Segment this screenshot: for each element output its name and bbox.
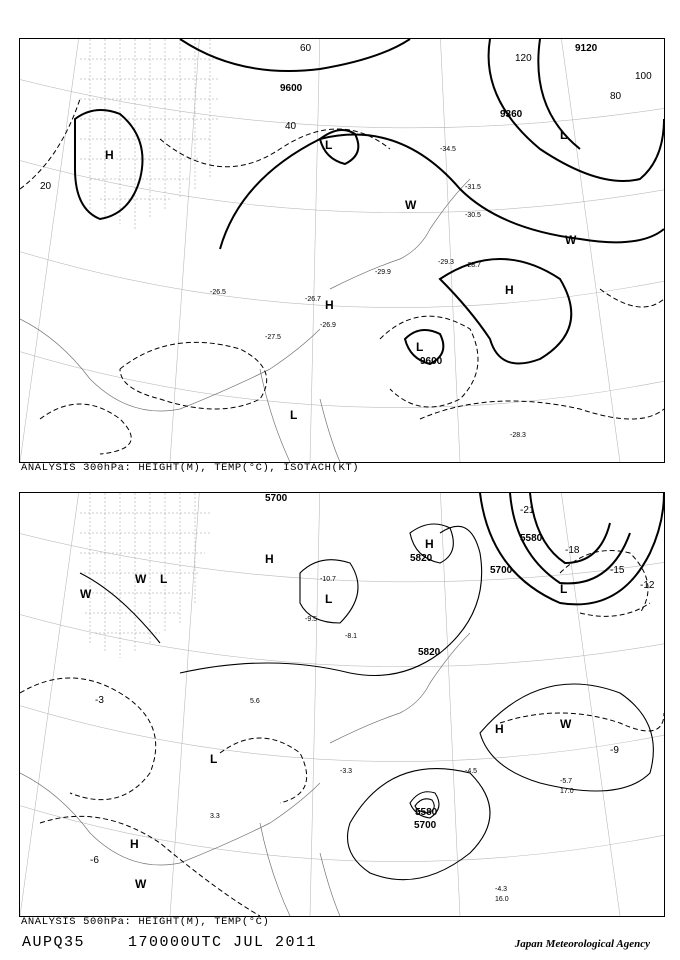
isotach-label: 100 bbox=[635, 71, 652, 82]
low-center: L bbox=[416, 340, 424, 354]
temperature-readings bbox=[210, 146, 526, 439]
high-center: H bbox=[495, 722, 504, 736]
agency-credit: Japan Meteorological Agency bbox=[514, 938, 650, 950]
wind-center: W bbox=[405, 198, 417, 212]
station-reading: -4.5 bbox=[465, 768, 478, 775]
station-reading: -4.3 bbox=[495, 886, 508, 893]
low-center: L bbox=[160, 572, 168, 586]
height-label: 5820 bbox=[418, 647, 441, 658]
height-label: 5700 bbox=[490, 565, 513, 576]
station-reading: -9.5 bbox=[305, 616, 318, 623]
isotherm-labels bbox=[90, 505, 655, 866]
temp-reading: -29.9 bbox=[375, 269, 391, 276]
height-label: 5700 bbox=[414, 820, 437, 831]
isotherm-label: -9 bbox=[610, 745, 619, 756]
wind-center: W bbox=[565, 233, 577, 247]
isotach-label: 80 bbox=[610, 91, 622, 102]
low-center: L bbox=[325, 592, 333, 606]
isotherm-label: -15 bbox=[610, 565, 625, 576]
station-reading: 17.0 bbox=[560, 788, 574, 795]
station-readings bbox=[210, 576, 574, 903]
height-label: 9600 bbox=[420, 356, 443, 367]
graticule bbox=[20, 39, 664, 462]
wind-center: W bbox=[135, 572, 147, 586]
height-label: 5700 bbox=[265, 493, 288, 504]
temp-reading: -28.7 bbox=[465, 262, 481, 269]
chart-code: AUPQ35 bbox=[22, 934, 86, 951]
station-reading: -3.3 bbox=[340, 768, 353, 775]
high-center: H bbox=[325, 298, 334, 312]
contour-labels bbox=[40, 43, 652, 367]
panel-caption-500hpa: ANALYSIS 500hPa: HEIGHT(M), TEMP(°C) bbox=[21, 916, 270, 928]
isotach-label: 120 bbox=[515, 53, 532, 64]
temp-reading: -26.5 bbox=[210, 289, 226, 296]
temp-reading: -30.5 bbox=[465, 212, 481, 219]
temp-reading: -26.9 bbox=[320, 322, 336, 329]
isotherm-label: -6 bbox=[90, 855, 99, 866]
isotherm-label: -21 bbox=[520, 505, 535, 516]
height-label: 5820 bbox=[410, 553, 433, 564]
height-label: 9600 bbox=[280, 83, 303, 94]
isotherm-label: -3 bbox=[95, 695, 104, 706]
map-panel-300hpa bbox=[19, 38, 665, 463]
low-center: L bbox=[560, 582, 568, 596]
height-label: 5580 bbox=[415, 807, 438, 818]
graticule bbox=[20, 493, 664, 916]
high-center: H bbox=[105, 148, 114, 162]
wind-center: W bbox=[135, 877, 147, 891]
coastline bbox=[20, 179, 470, 462]
station-reading: -8.1 bbox=[345, 633, 358, 640]
height-label: 5580 bbox=[520, 533, 543, 544]
issue-time: 170000UTC JUL 2011 bbox=[128, 934, 318, 951]
temp-reading: -27.5 bbox=[265, 334, 281, 341]
low-center: L bbox=[210, 752, 218, 766]
isotach-label: 60 bbox=[300, 43, 312, 54]
isotherm-label: -18 bbox=[565, 545, 580, 556]
high-center: H bbox=[130, 837, 139, 851]
map-300hpa bbox=[20, 39, 664, 462]
temp-reading: -31.5 bbox=[465, 184, 481, 191]
station-reading: 16.0 bbox=[495, 896, 509, 903]
station-reading: 3.3 bbox=[210, 813, 220, 820]
isotach-label: 20 bbox=[40, 181, 52, 192]
map-500hpa bbox=[20, 493, 664, 916]
isotherm-contours bbox=[20, 551, 664, 917]
height-label: 9360 bbox=[500, 109, 523, 120]
wind-center: W bbox=[80, 587, 92, 601]
height-label: 9120 bbox=[575, 43, 598, 54]
height-contours bbox=[75, 39, 664, 364]
isotach-contours bbox=[20, 99, 664, 454]
temp-reading: -29.3 bbox=[438, 259, 454, 266]
low-center: L bbox=[325, 138, 333, 152]
isotherm-label: -12 bbox=[640, 580, 655, 591]
high-center: H bbox=[505, 283, 514, 297]
temp-reading: -26.7 bbox=[305, 296, 321, 303]
low-center: L bbox=[290, 408, 298, 422]
wind-center: W bbox=[560, 717, 572, 731]
station-reading: -5.7 bbox=[560, 778, 573, 785]
temp-reading: -28.3 bbox=[510, 432, 526, 439]
station-reading: 5.6 bbox=[250, 698, 260, 705]
temp-reading: -34.5 bbox=[440, 146, 456, 153]
map-panel-500hpa bbox=[19, 492, 665, 917]
high-center: H bbox=[265, 552, 274, 566]
low-center: L bbox=[560, 128, 568, 142]
station-reading: -10.7 bbox=[320, 576, 336, 583]
panel-caption-300hpa: ANALYSIS 300hPa: HEIGHT(M), TEMP(°C), ISOTACH(KT) bbox=[21, 462, 360, 474]
isotach-label: 40 bbox=[285, 121, 297, 132]
high-center: H bbox=[425, 537, 434, 551]
hatched-region bbox=[80, 39, 220, 229]
